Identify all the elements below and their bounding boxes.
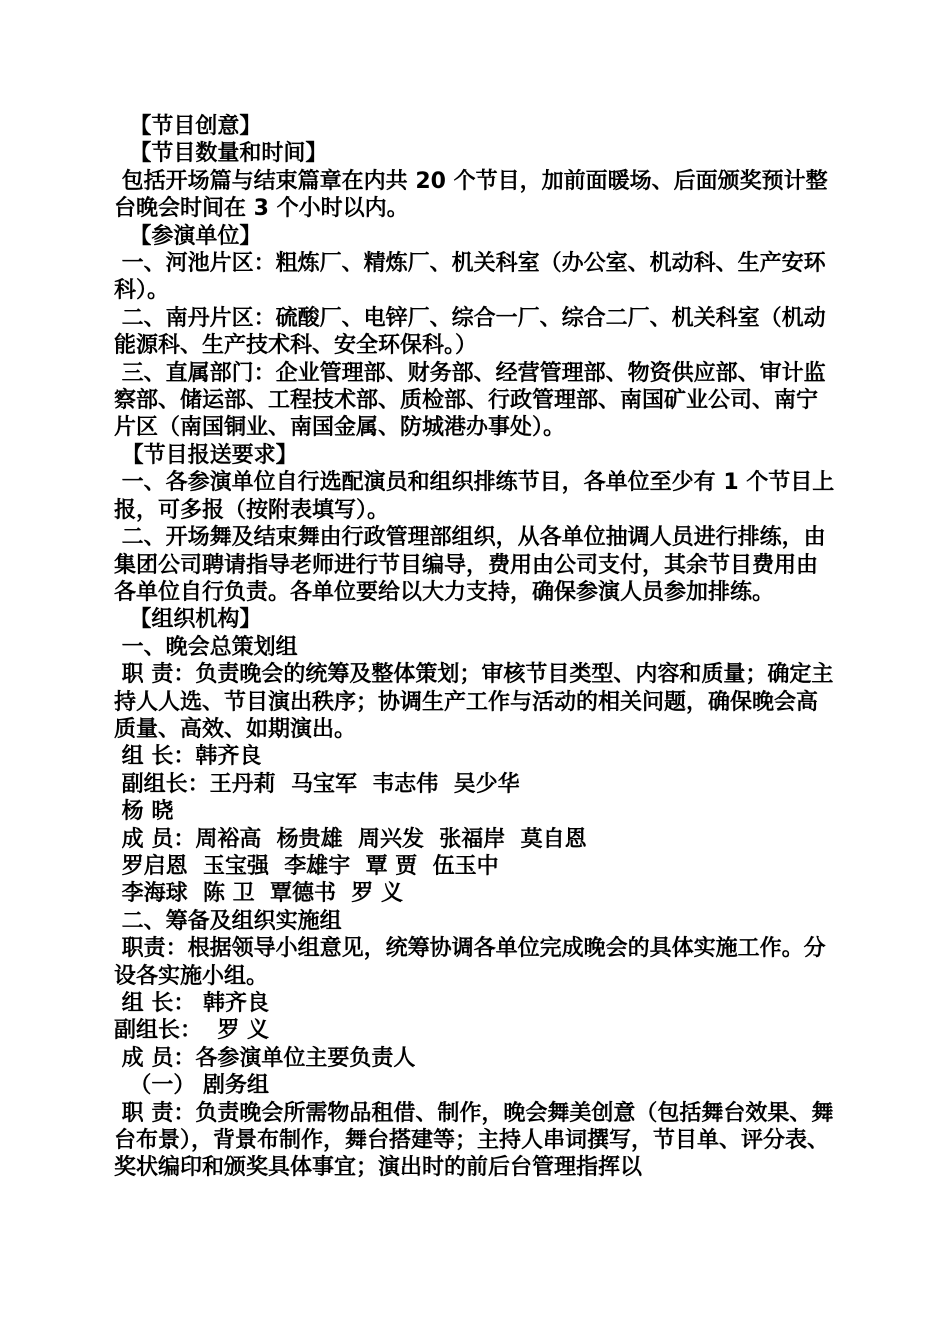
section-heading-submission: 【节目报送要求】 <box>114 442 298 468</box>
planning-group-deputies-cont: 杨 晓 <box>114 799 174 825</box>
paragraph-submission-1: 一、各参演单位自行选配演员和组织排练节目，各单位至少有 1 个节目上报，可多报（按附表填写）。 <box>114 470 835 523</box>
planning-group-deputies: 副组长：王丹莉 马宝军 韦志伟 吴少华 <box>114 771 520 797</box>
planning-group-leader: 组 长：韩齐良 <box>114 744 262 770</box>
paragraph-implementation-duties: 职责：根据领导小组意见，统筹协调各单位完成晚会的具体实施工作。分设各实施小组。 <box>114 936 826 989</box>
subheading-implementation-group: 二、筹备及组织实施组 <box>114 908 342 934</box>
paragraph-submission-2: 二、开场舞及结束舞由行政管理部组织，从各单位抽调人员进行排练，由集团公司聘请指导老师进行节目编导，费用由公司支付，其余节目费用由各单位自行负责。各单位要给以大力支持，确保参演人员参加排练。 <box>114 525 826 605</box>
paragraph-planning-duties: 职 责：负责晚会的统筹及整体策划；审核节目类型、内容和质量；确定主持人人选、节目演出秩序；协调生产工作与活动的相关问题，确保晚会高质量、高效、如期演出。 <box>114 662 834 742</box>
document-page <box>114 113 838 1182</box>
planning-group-members-cont-1: 罗启恩 玉宝强 李雄宇 覃 贾 伍玉中 <box>114 853 499 879</box>
subheading-planning-group: 一、晚会总策划组 <box>114 634 298 660</box>
section-heading-organization: 【组织机构】 <box>114 607 262 633</box>
planning-group-members-cont-2: 李海球 陈 卫 覃德书 罗 义 <box>114 881 403 907</box>
section-heading-creative: 【节目创意】 <box>114 114 262 139</box>
section-heading-participants: 【参演单位】 <box>114 223 262 249</box>
paragraph-participants-hechi: 一、河池片区：粗炼厂、精炼厂、机关科室（办公室、机动科、生产安环科）。 <box>114 251 826 304</box>
implementation-group-members: 成 员：各参演单位主要负责人 <box>114 1045 416 1071</box>
paragraph-stage-affairs-duties: 职 责：负责晚会所需物品租借、制作，晚会舞美创意（包括舞台效果、舞台布景），背景布制作，舞台搭建等；主持人串词撰写，节目单、评分表、奖状编印和颁奖具体事宜；演出时的前后台管理指挥以 <box>114 1100 834 1181</box>
planning-group-members: 成 员：周裕高 杨贵雄 周兴发 张福岸 莫自恩 <box>114 826 587 852</box>
implementation-group-leader: 组 长： 韩齐良 <box>114 991 269 1016</box>
paragraph-participants-nandan: 二、南丹片区：硫酸厂、电锌厂、综合一厂、综合二厂、机关科室（机动能源科、生产技术科、安全环保科。） <box>114 305 826 359</box>
implementation-group-deputy: 副组长： 罗 义 <box>114 1018 269 1044</box>
subheading-stage-affairs-group: （一） 剧务组 <box>114 1073 269 1099</box>
paragraph-count-time: 包括开场篇与结束篇章在内共 20 个节目，加前面暖场、后面颁奖预计整台晚会时间在 3 个小时以内。 <box>114 168 828 222</box>
paragraph-participants-direct: 三、直属部门：企业管理部、财务部、经营管理部、物资供应部、审计监察部、储运部、工程技术部、质检部、行政管理部、南国矿业公司、南宁片区（南国铜业、南国金属、防城港办事处）。 <box>114 360 826 441</box>
section-heading-count-time: 【节目数量和时间】 <box>114 141 328 167</box>
